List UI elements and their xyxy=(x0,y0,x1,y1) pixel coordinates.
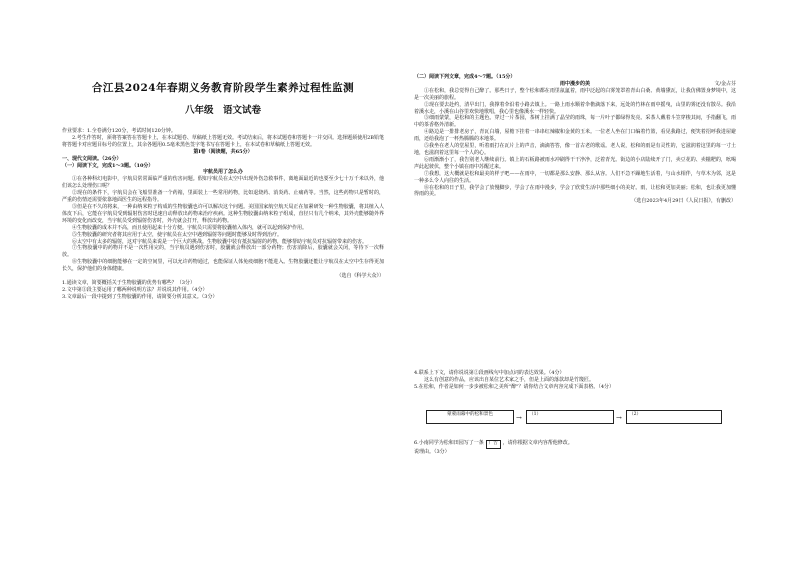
article2-para-5: ⑤我坐在老人的堂屋里，听着雨打在瓦片上的声音，滴滴答答，像一首古老的歌谣。老人说，松和的雨是有灵性的，它滋润着这里的每一寸土地，也滋润着这里每一个人的心。 xyxy=(414,143,736,156)
article1-para-2: ②现在的条件下，宇航员会在飞船里准备一个药箱，里面装上一些常用药物，比如退烧药、消炎药、止痛药等。当然，这些药物只是暂时的，严重的伤情还需要依靠地面医生的远程指导。 xyxy=(62,190,384,204)
article2-para-4: ④路边是一排排老房子，青瓦白墙，屋檐下挂着一串串红辣椒和金黄的玉米。一位老人坐在门口编着竹篮，看见我路过，便笑着招呼我进屋避雨，还给我泡了一杯热腾腾的本地茶。 xyxy=(414,129,736,143)
question-5: 5.在松和，作者是如何一步步被松和之美所"醉"？请你结合文章内容完成下面表格。（4分） xyxy=(414,383,615,390)
article1-para-4: ④生物胶囊的成本并不高，而且使用起来十分方便。宇航员只需要将胶囊植入体内，就可以起到保护作用。 xyxy=(72,224,308,231)
flow-box-1: 蒙蒙雨幕中的松和景色 xyxy=(426,410,514,424)
question-1: 1.通读文章，简要概括关于生物胶囊的优势有哪些？（3分） xyxy=(62,279,195,286)
article2-para-6: ⑥雨渐渐小了，我告别老人继续前行。镇上的石板路被雨水冲刷得干干净净，泛着青光。街边的小店陆续开了门，卖豆花的、卖糍粑的，吆喝声此起彼伏，整个小镇在雨中苏醒过来。 xyxy=(414,156,736,170)
note-1: 作业要求：1.全卷满分120分，考试时间120分钟。 xyxy=(62,128,176,134)
question-3: 3.文章最后一段中提到了生物胶囊的作用，请简要分析其意义。（3分） xyxy=(62,293,218,300)
article2-para-2: ②现在要去赴约，清早出门，我撑着伞沿着小路去镇上。一路上雨水顺着伞檐滴落下来，远处的竹林在雨中摇曳，山里的雾还没有散尽。我沿着溪水走，小溪在山谷里欢快地歌唱，我心里也像溪水一样轻快。 xyxy=(414,101,736,115)
arrow-icon: → xyxy=(516,414,522,422)
arrow-icon: → xyxy=(616,414,622,422)
flow-box-3[interactable]: （2） xyxy=(626,410,722,424)
left-column xyxy=(62,0,384,562)
article2-title: 雨中漫步的美 xyxy=(559,80,590,87)
article1-para-3: ③但是在不久的将来，一种由纳米粒子构成的生物胶囊也许可以解决这个问题。美国国家航空航天局正在加紧研发一种生物胶囊，将其植入人体皮下后，它能在宇航员受到辐射伤害时迅速自动释放出药物来治疗疾病。这种生物胶囊由纳米粒子组成，直径只有几个纳米，其外壳能够随外界环境的变化而改变，当宇航员受到辐射伤害时，外壳就会打开，释放出药物。 xyxy=(62,203,384,224)
article1-para-5: ⑤生物胶囊的研究者将其应用于太空，使宇航员在太空中遇到辐射等问题时能够及时得到治疗。 xyxy=(72,231,283,238)
question-6-pre: 6.小南同学为松和田园写了一条 xyxy=(414,440,484,446)
flow-chart xyxy=(426,410,722,428)
questions-right xyxy=(414,370,736,391)
exam-subtitle: 八年级 语文试卷 xyxy=(184,105,261,116)
question-4: 4.联系上下文，请你说说第②段画线句中加点词的表达效果。（4分） xyxy=(414,370,565,376)
article2-author: 文/金占芬 xyxy=(714,80,736,87)
note-2: 2.考生作答时，须将答案答在答题卡上，在本试题卷、草稿纸上答题无效。考试结束后，将本试题卷和答题卡一并交回。选择题须使用2B铅笔将答题卡对应题目标号的位置上，其余各题用0.5毫米黑色签字笔书写在答题卡上，在本试卷和草稿纸上答题无效。 xyxy=(62,134,384,148)
article2-source: （选自2023年4月29日《人民日报》，有删改） xyxy=(631,198,736,205)
ad-sign-icon: 广告 xyxy=(486,440,501,449)
exam-notes xyxy=(62,128,384,301)
question-6-block xyxy=(414,440,736,456)
paper-section-heading: 第Ⅰ卷（阅读题，共65分） xyxy=(193,148,253,155)
article1-title: 宇航员用了怎么办 xyxy=(202,169,243,176)
article2-para-1: ①在松和，我总觉得自己醉了。那些日子，整个松和都在雨里氤氲着，雨中泛起的白雾笼罩着青山白桑、黄墙黛瓦，让我仿佛置身梦境中，这是一次美丽的旅程。 xyxy=(414,87,736,101)
question-4-sentence: 这么有创意的作品，应该出自某位艺术家之手，但是上面的落款却是竹篾匠。 xyxy=(424,376,595,383)
flow-box-2[interactable]: （1） xyxy=(526,410,614,424)
article2-para-3: ③细雨蒙蒙，是松和的主题色。穿过一片茶园，茶树上挂满了晶莹的雨珠，每一片叶子都绿得发亮。采茶人戴着斗笠穿梭其间，手指翻飞，雨中的茶香格外清新。 xyxy=(414,115,736,129)
question-6-line2: 说理由。（3分） xyxy=(414,448,450,455)
article1-para-6: ⑥太空中有太多的辐射，这对宇航员来说是一个巨大的挑战。生物胶囊中装有抵抗辐射的药物，能够帮助宇航员对抗辐射带来的伤害。 xyxy=(72,238,368,245)
part1-heading: （一）阅读下文，完成1～3题。（10分） xyxy=(62,162,154,169)
part2-heading: （二）阅读下列文章，完成4～7题。（15分） xyxy=(414,74,516,80)
part2-block xyxy=(414,74,736,205)
section-heading: 一、现代文阅读。（26分） xyxy=(62,155,122,162)
question-6 xyxy=(414,440,736,449)
right-column xyxy=(414,0,736,562)
article1-para-1: ①在各种科幻电影中，宇航员常常面临严重的伤害问题。假如宇航员在太空中出现外伤急救事件，离地面最近的也要至少七十万千米以外，他们该怎么处理伤口呢？ xyxy=(62,176,384,190)
question-2: 2.文中第③段主要运用了哪两种说明方法？并说说其作用。（4分） xyxy=(62,286,208,293)
question-6-post: ，请你根据文章内容帮他修改。 xyxy=(502,440,573,446)
exam-title: 合江县2024年春期义务教育阶段学生素养过程性监测 xyxy=(91,82,355,94)
article1-para-7: ⑦生物胶囊中的药物并不是一次性用完的，当宇航员遇到伤害时，胶囊就会释放出一部分药物；伤害消除后，胶囊就会关闭，等待下一次释放。 xyxy=(62,245,384,259)
article1-para-8: ⑧生物胶囊中的细胞能够在一定的空间里，可以允许药物通过，也能保证人体免疫细胞不能进入。生物胶囊还能让宇航员在太空中生存得更加长久，保护他们的身体健康。 xyxy=(62,259,384,273)
article2-para-8: ⑧在松和的日子里，我学会了放慢脚步，学会了在雨中漫步，学会了欣赏生活中那些细小的美好。雨，让松和更加美丽；松和，也让我更加懂得雨的美。 xyxy=(414,184,736,198)
article1-source: （选自《科学大众》） xyxy=(336,273,384,280)
article2-para-7: ⑦我想，这大概就是松和最美的样子吧——在雨中，一切都是那么安静、那么从容。人们不急不躁地生活着，与山水相伴，与草木为邻，这是一种多么令人向往的生活。 xyxy=(414,170,736,184)
